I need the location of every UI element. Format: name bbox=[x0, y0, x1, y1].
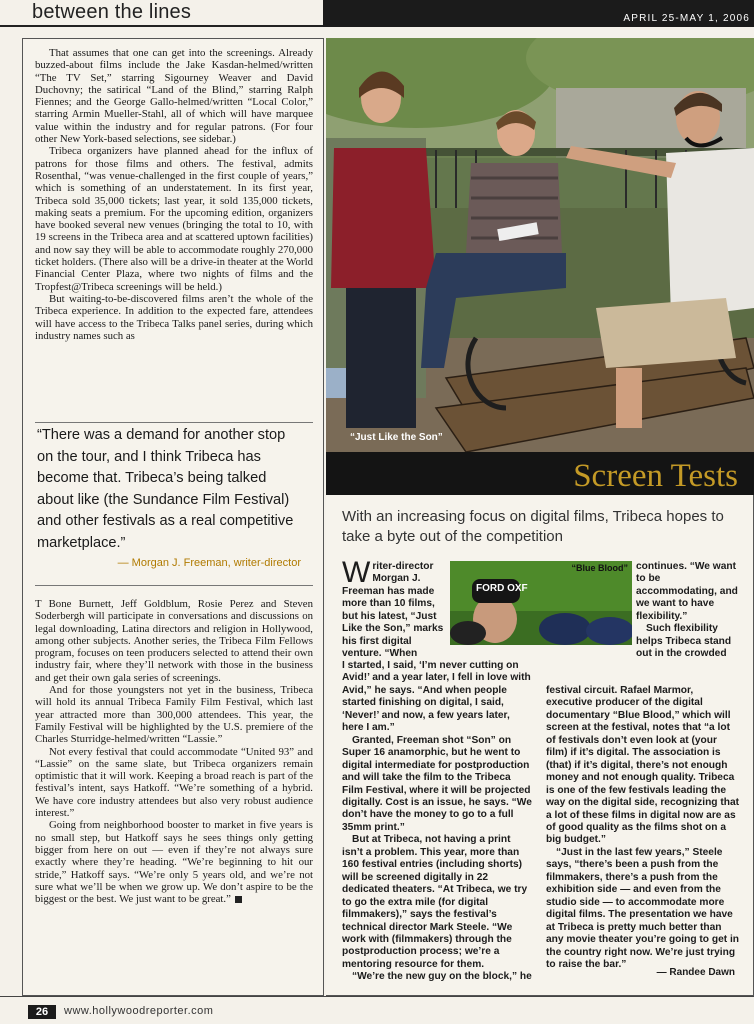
blue-blood-illustration bbox=[450, 561, 632, 645]
paragraph: Such flexibility helps Tribeca stand out in the crowded bbox=[636, 623, 732, 660]
paragraph: But waiting-to-be-discovered films aren’t the whole of the Tribeca experience. In addition to the expected fare, attendees will have access to the Tribeca Talks panel series, during which industry names such as bbox=[35, 292, 313, 342]
pull-quote-bottom-rule bbox=[35, 585, 313, 586]
paragraph: T Bone Burnett, Jeff Goldblum, Rosie Perez and Steven Soderbergh will participate in conversations and discussions on legal downloading, Latina directors and religion in Hollywood, among other subjects. Another series, the Tribeca Film Fellows program, focuses on teen producers selected to attend their own industry fair, where they’ll network with those in the business and get their own gala series of screenings. bbox=[35, 598, 313, 684]
blue-blood-photo bbox=[450, 561, 632, 645]
pull-quote-attribution: — Morgan J. Freeman, writer-director bbox=[117, 557, 301, 569]
paragraph bbox=[35, 819, 313, 905]
website-link[interactable]: www.hollywoodreporter.com bbox=[64, 1005, 214, 1017]
hat-text: FORD OXF bbox=[476, 583, 528, 594]
sidebar-deck: With an increasing focus on digital films, Tribeca hopes to take a byte out of the competition bbox=[342, 508, 724, 545]
pull-quote: “There was a demand for another stop on the tour, and I think Tribeca has become that. Tribeca’s being talked about like (the Sundance Film Festival) and other festivals as a real competitive marketplace.” bbox=[37, 427, 294, 551]
paragraph: festival circuit. Rafael Marmor, executive producer of the digital documentary “Blue Blood,” which will screen at the festival, notes that “a lot of festivals don’t even look at (your film) if it’s digital. The association is (that) if it’s digital, there’s not enough money and not enough quality. Tribeca is one of the few festivals leading the way on the digital side, recognizing that a lot of these films in digital now are as of good quality as the films shot on a big budget.” bbox=[546, 685, 740, 846]
intro-paragraph bbox=[342, 556, 446, 661]
photo-caption: “Just Like the Son” bbox=[350, 432, 443, 443]
paragraph: And for those youngsters not yet in the business, Tribeca will hold its annual Tribeca Family Film Festival, which last year attracted more than 300,000 attendees. This year, the Family Festival will be highlighted by the U.S. premiere of the Charles Sturridge-helmed/written “Lassie.” bbox=[35, 684, 313, 746]
sidebar-title: Screen Tests bbox=[573, 458, 738, 494]
sidebar-col2-intro bbox=[636, 561, 740, 661]
main-article-column bbox=[22, 38, 324, 996]
paragraph: Granted, Freeman shot “Son” on Super 16 anamorphic, but he went to digital intermediate for postproduction and will take the film to the Tribeca Film Festival, where it will be projected digitally. Cost is an issue, he says. “We don’t have the money to go to a full 35mm print.” bbox=[342, 734, 532, 833]
article-bottom-text bbox=[35, 598, 313, 905]
sidebar-col2-body bbox=[546, 685, 740, 971]
date-bar bbox=[323, 0, 754, 27]
section-label: between the lines bbox=[32, 1, 192, 23]
sidebar-byline: — Randee Dawn bbox=[656, 967, 735, 978]
paragraph: “We’re the new guy on the block,” he bbox=[352, 971, 532, 983]
sidebar-col1-body bbox=[342, 660, 532, 984]
paragraph: That assumes that one can get into the screenings. Already buzzed-about films include the Jake Kasdan-helmed/written “The TV Set,” starring Sigourney Weaver and David Duchovny; the satirical “Land of the Blind,” starring Ralph Fiennes; and the George Gallo-helmed/written “Local Color,” starring Armin Mueller-Stahl, all of which will have marquee value within the industry and for regular patrons. (For four other New York-based selections, see sidebar.) bbox=[35, 47, 313, 146]
issue-date: APRIL 25-MAY 1, 2006 bbox=[623, 13, 750, 24]
article-top-text bbox=[35, 47, 313, 342]
sidebar-panel bbox=[326, 495, 754, 996]
sidebar-col1-intro bbox=[342, 556, 446, 661]
page-header bbox=[0, 0, 754, 27]
final-paragraph-text: Going from neighborhood booster to market in five years is no small step, but Hatkoff says he sees things only getting bigger from here on out — even if they’re not always sure exactly where they’re heading. “We’re beginning to hit our stride,” Hatkoff says. “We’re only 5 years old, and we’re not sure what we’ll be when we grow up. We don’t aspire to be the biggest or the best. We just want to be great.” bbox=[35, 819, 313, 906]
end-mark-icon bbox=[235, 896, 242, 903]
page-number: 26 bbox=[28, 1005, 56, 1019]
film-still-illustration bbox=[326, 38, 754, 452]
sidebar-title-band bbox=[326, 452, 754, 495]
page-footer bbox=[0, 996, 754, 1024]
paragraph: continues. “We want to be accommodating, and we want to have flexibility.” bbox=[636, 561, 738, 622]
paragraph: But at Tribeca, not having a print isn’t a problem. This year, more than 160 festival entries (including shorts) will be screened digitally in 22 dedicated theaters. “At Tribeca, we try to go the extra mile (for digital filmmakers),” says the festival’s technical director Mark Steele. “We work with (filmmakers) through the postproduction process; we’re a mentoring resource for them. bbox=[342, 834, 528, 970]
section-label-box bbox=[0, 0, 323, 27]
dropcap: W bbox=[342, 556, 371, 589]
paragraph: Tribeca organizers have planned ahead for the influx of patrons for those films and others. The festival, admits Rosenthal, “was venue-challenged in the first couple of years,” which is something of an understatement. In its first year, Tribeca sold 35,000 tickets; last year, it sold 135,000 tickets, making seats a premium. For the upcoming edition, organizers have booked several new venues (bringing the total to 10, with 19 screens in the Tribeca area and at scattered uptown facilities) and now say they will be able to accommodate roughly 270,000 ticket holders. (There also will be a drive-in theater at the World Financial Center Plaza, where two nights of films and the Tropfest@Tribeca screenings will be held.) bbox=[35, 145, 313, 293]
paragraph: I started, I said, ‘I’m never cutting on Avid!’ and a year later, I fell in love with Avid,” he says. “And when people started finishing on digital, I said, ‘Never!’ and now, a few years later, here I am.” bbox=[342, 660, 531, 734]
paragraph: Not every festival that could accommodate “United 93” and “Lassie” on the same slate, but Tribeca organizers remain optimistic that it will work. Keeping a broad reach is part of the festival’s intent, says Hatkoff. “We’re something of a hybrid. We have core industry attendees but also very robust audience interest.” bbox=[35, 745, 313, 820]
inset-caption: “Blue Blood” bbox=[571, 563, 628, 573]
paragraph: “Just in the last few years,” Steele says, “there’s been a push from the filmmakers, there’s a push from the exhibition side — and even from the studio side — to accommodate more digital films. The presentation we have at Tribeca is pretty much better than any movie theater you’re going to get in the country right now. We’re just trying to raise the bar.” bbox=[546, 846, 740, 970]
film-still-photo bbox=[326, 38, 754, 452]
pull-quote-top-rule bbox=[35, 422, 313, 423]
intro-text: riter-director Morgan J. Freeman has made more than 10 films, but his latest, “Just Like the Son,” marks his first digital venture. “When bbox=[342, 561, 444, 660]
